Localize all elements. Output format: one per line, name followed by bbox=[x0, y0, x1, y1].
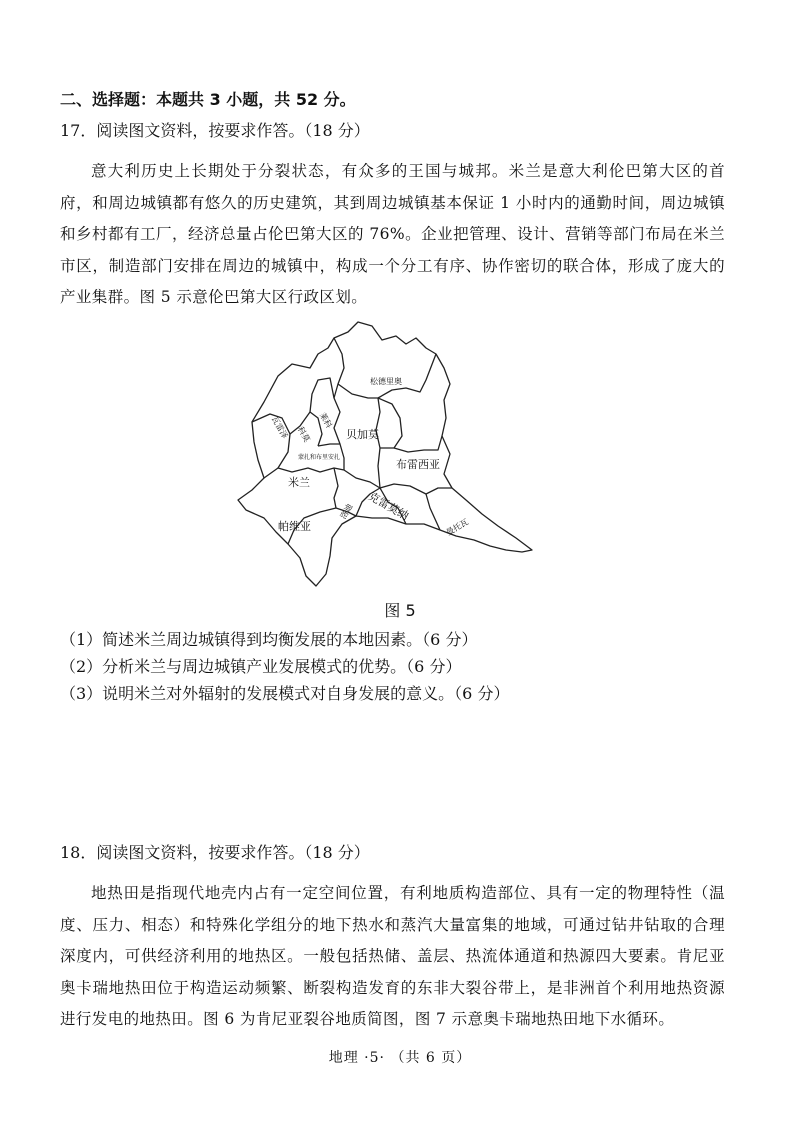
page-footer: 地理 ·5· （共 6 页） bbox=[328, 1050, 472, 1066]
figure-5-caption: 图 5 bbox=[384, 601, 416, 620]
lombardy-map bbox=[230, 318, 540, 590]
map-label-brescia: 布雷西亚 bbox=[396, 458, 440, 471]
map-label-varese: 瓦雷泽 bbox=[269, 414, 290, 441]
q17-title: 17．阅读图文资料，按要求作答。（18 分） bbox=[60, 121, 370, 140]
section-heading: 二、选择题：本题共 3 小题，共 52 分。 bbox=[60, 90, 356, 109]
map-label-bergamo: 贝加莫 bbox=[346, 428, 379, 441]
map-label-milan: 米兰 bbox=[288, 476, 310, 489]
map-outline bbox=[238, 322, 532, 586]
q17-sub-question-1: （1）简述米兰周边城镇得到均衡发展的本地因素。（6 分） bbox=[60, 630, 478, 649]
q17-sub-question-3: （3）说明米兰对外辐射的发展模式对自身发展的意义。（6 分） bbox=[60, 684, 510, 703]
q17-sub-question-2: （2）分析米兰与周边城镇产业发展模式的优势。（6 分） bbox=[60, 657, 462, 676]
map-label-como: 科莫 bbox=[295, 425, 312, 444]
q18-paragraph: 地热田是指现代地壳内占有一定空间位置，有利地质构造部位、具有一定的物理特性（温度、压力、相态）和特殊化学组分的地下热水和蒸汽大量富集的地域，可通过钻井钻取的合理深度内，可供经济利用的地热区。一般包括热储、盖层、热流体通道和热源四大要素。肯尼亚奥卡瑞地热田位于构造运动频繁、断裂构造发育的东非大裂谷带上，是非洲首个利用地热资源进行发电的地热田。图 6 为肯尼亚裂谷地质简图，图 7 示意奥卡瑞地热田地下水循环。 bbox=[60, 884, 725, 1028]
map-label-pavia: 帕维亚 bbox=[278, 520, 311, 533]
map-label-lecco: 莱科 bbox=[317, 411, 334, 430]
q18-title: 18．阅读图文资料，按要求作答。（18 分） bbox=[60, 843, 370, 862]
map-label-monza: 蒙扎和布里安扎 bbox=[298, 454, 341, 461]
map-label-mantua: 曼托瓦 bbox=[444, 517, 470, 538]
map-label-cremona: 克雷莫纳 bbox=[366, 489, 411, 523]
map-label-sondrio: 松德里奥 bbox=[370, 377, 402, 386]
q17-paragraph: 意大利历史上长期处于分裂状态，有众多的王国与城邦。米兰是意大利伦巴第大区的首府，和周边城镇都有悠久的历史建筑，其到周边城镇基本保证 1 小时内的通勤时间，周边城镇和乡村都有工厂，经济总量占伦巴第大区的 76%。企业把管理、设计、营销等部门布局在米兰市区，制造部门安排在周边的城镇中，构成一个分工有序、协作密切的联合体，形成了庞大的产业集群。图 5 示意伦巴第大区行政区划。 bbox=[60, 162, 725, 306]
map-label-lodi: 洛迪 bbox=[338, 502, 355, 521]
